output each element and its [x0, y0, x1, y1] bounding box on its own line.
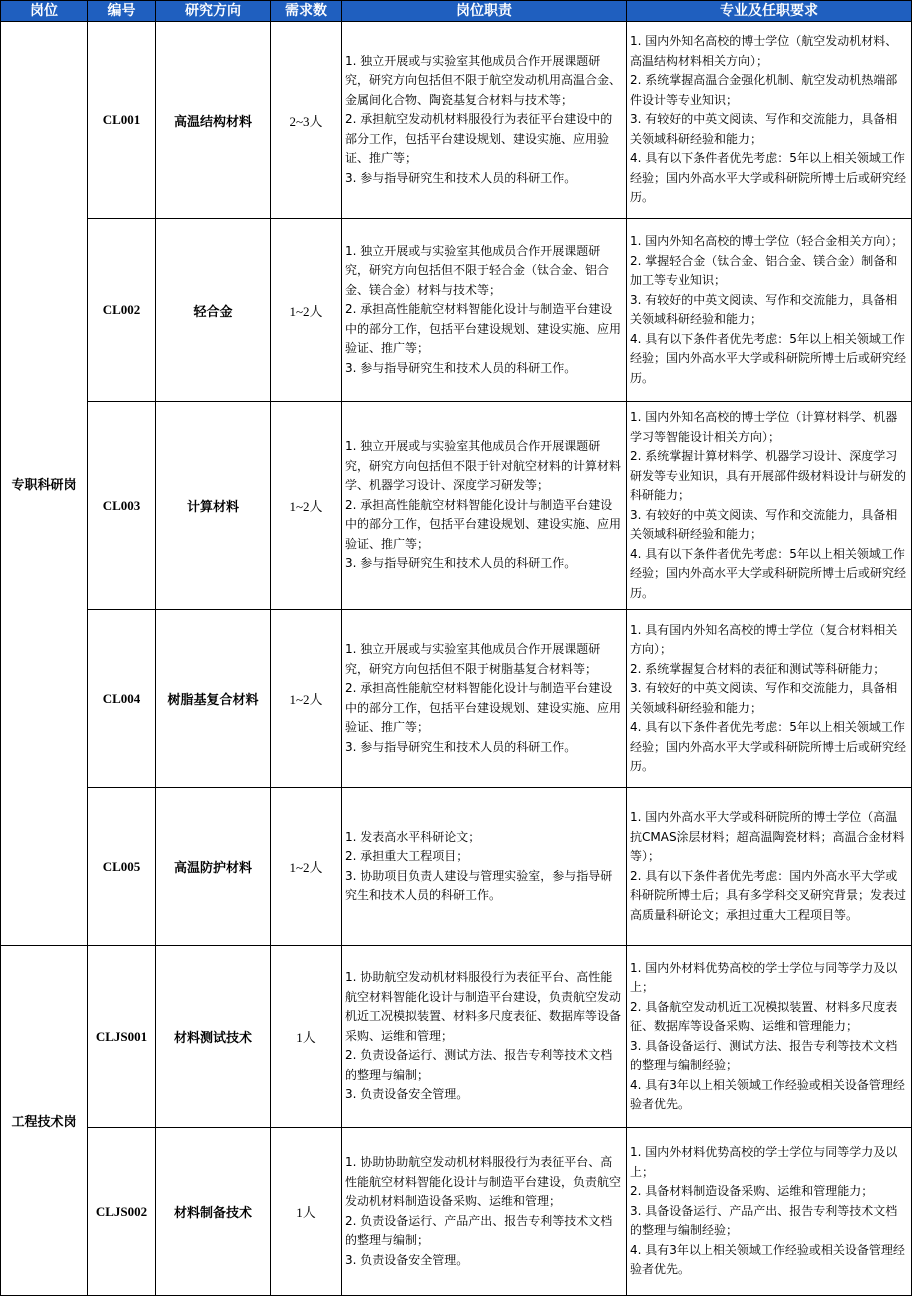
table-row — [1, 610, 912, 788]
duty-line: 2. 负责设备运行、产品产出、报告专利等技术文档的整理与编制； — [345, 1213, 613, 1247]
duty-line: 3. 参与指导研究生和技术人员的科研工作。 — [345, 739, 577, 754]
requirement-line: 3. 具备设备运行、测试方法、报告专利等技术文档的整理与编制经验； — [630, 1038, 898, 1072]
duty-line: 2. 承担航空发动机材料服役行为表征平台建设中的部分工作，包括平台建设规划、建设实施、应用验证、推广等； — [345, 112, 613, 166]
duty-line: 1. 独立开展或与实验室其他成员合作开展课题研究，研究方向包括但不限于轻合金（钛合金、铝合金、镁合金）材料与技术等； — [345, 243, 610, 297]
row-count: 1~2人 — [271, 402, 342, 610]
row-count: 1人 — [271, 946, 342, 1128]
row-requirements — [627, 219, 912, 402]
row-direction: 高温防护材料 — [156, 788, 271, 946]
row-code: CLJS002 — [88, 1128, 156, 1296]
requirement-line: 3. 有较好的中英文阅读、写作和交流能力，具备相关领域科研经验和能力； — [630, 112, 898, 146]
requirement-line: 1. 国内外知名高校的博士学位（计算材料学、机器学习等智能设计相关方向）； — [630, 410, 898, 444]
row-count: 1~2人 — [271, 788, 342, 946]
row-duties — [342, 1128, 627, 1296]
requirement-line: 2. 具备材料制造设备采购、运维和管理能力； — [630, 1184, 874, 1199]
requirement-line: 3. 有较好的中英文阅读、写作和交流能力，具备相关领域科研经验和能力； — [630, 681, 898, 715]
requirement-line: 2. 具有以下条件者优先考虑：国内外高水平大学或科研院所博士后；具有多学科交叉研究背景；发表过高质量科研论文；承担过重大工程项目等。 — [630, 868, 907, 922]
requirement-line: 3. 有较好的中英文阅读、写作和交流能力，具备相关领域科研经验和能力； — [630, 507, 898, 541]
requirement-line: 1. 国内外材料优势高校的学士学位与同等学力及以上； — [630, 1145, 898, 1179]
duty-line: 3. 负责设备安全管理。 — [345, 1252, 469, 1267]
duty-line: 1. 协助协助航空发动机材料服役行为表征平台、高性能航空材料智能化设计与制造平台建设，负责航空发动机材料制造设备采购、运维和管理； — [345, 1155, 622, 1208]
requirement-line: 1. 国内外材料优势高校的学士学位与同等学力及以上； — [630, 960, 898, 994]
table-row — [1, 1128, 912, 1296]
duty-line: 3. 参与指导研究生和技术人员的科研工作。 — [345, 556, 577, 571]
position-group-engineering: 工程技术岗 — [1, 946, 88, 1296]
requirement-line: 4. 具有3年以上相关领域工作经验或相关设备管理经验者优先。 — [630, 1242, 905, 1277]
requirement-line: 4. 具有以下条件者优先考虑：5年以上相关领域工作经验；国内外高水平大学或科研院所博士后或研究经历。 — [630, 720, 907, 773]
duty-line: 1. 发表高水平科研论文； — [345, 829, 481, 844]
row-direction: 高温结构材料 — [156, 22, 271, 219]
requirement-line: 4. 具有3年以上相关领域工作经验或相关设备管理经验者优先。 — [630, 1077, 905, 1111]
row-requirements — [627, 610, 912, 788]
row-code: CLJS001 — [88, 946, 156, 1128]
requirement-line: 4. 具有以下条件者优先考虑：5年以上相关领域工作经验；国内外高水平大学或科研院所博士后或研究经历。 — [630, 331, 907, 385]
duty-line: 3. 参与指导研究生和技术人员的科研工作。 — [345, 170, 577, 185]
row-direction: 轻合金 — [156, 219, 271, 402]
requirement-line: 4. 具有以下条件者优先考虑：5年以上相关领域工作经验；国内外高水平大学或科研院所博士后或研究经历。 — [630, 151, 907, 205]
row-count: 1~2人 — [271, 610, 342, 788]
row-direction: 材料制备技术 — [156, 1128, 271, 1296]
row-count: 1人 — [271, 1128, 342, 1296]
requirement-line: 2. 系统掌握复合材料的表征和测试等科研能力； — [630, 661, 886, 676]
row-requirements — [627, 22, 912, 219]
table-row — [1, 402, 912, 610]
duty-line: 2. 承担重大工程项目； — [345, 849, 469, 863]
table-row — [1, 22, 912, 219]
row-duties — [342, 22, 627, 219]
row-code: CL002 — [88, 219, 156, 402]
header-row — [1, 1, 912, 22]
requirement-line: 1. 国内外知名高校的博士学位（轻合金相关方向）； — [630, 234, 904, 248]
duty-line: 3. 协助项目负责人建设与管理实验室，参与指导研究生和技术人员的科研工作。 — [345, 868, 613, 902]
row-code: CL004 — [88, 610, 156, 788]
position-group-research: 专职科研岗 — [1, 22, 88, 946]
header-code: 编号 — [88, 1, 156, 22]
duty-line: 3. 参与指导研究生和技术人员的科研工作。 — [345, 360, 577, 375]
header-requirements: 专业及任职要求 — [627, 1, 912, 22]
duty-line: 3. 负责设备安全管理。 — [345, 1087, 469, 1102]
row-count: 2~3人 — [271, 22, 342, 219]
requirement-line: 2. 掌握轻合金（钛合金、铝合金、镁合金）制备和加工等专业知识； — [630, 253, 898, 287]
duty-line: 1. 独立开展或与实验室其他成员合作开展课题研究，研究方向包括但不限于树脂基复合材料等； — [345, 642, 601, 676]
header-position: 岗位 — [1, 1, 88, 22]
duty-line: 2. 承担高性能航空材料智能化设计与制造平台建设中的部分工作，包括平台建设规划、建设实施、应用验证、推广等； — [345, 302, 622, 356]
row-direction: 材料测试技术 — [156, 946, 271, 1128]
row-code: CL003 — [88, 402, 156, 610]
requirement-line: 3. 具备设备运行、产品产出、报告专利等技术文档的整理与编制经验； — [630, 1203, 898, 1238]
row-code: CL001 — [88, 22, 156, 219]
row-duties — [342, 402, 627, 610]
requirement-line: 3. 有较好的中英文阅读、写作和交流能力，具备相关领域科研经验和能力； — [630, 292, 898, 326]
requirement-line: 4. 具有以下条件者优先考虑：5年以上相关领域工作经验；国内外高水平大学或科研院所博士后或研究经历。 — [630, 546, 907, 600]
row-requirements — [627, 402, 912, 610]
duty-line: 1. 协助航空发动机材料服役行为表征平台、高性能航空材料智能化设计与制造平台建设，负责航空发动机近工况模拟装置、材料多尺度表征、数据库等设备采购、运维和管理； — [345, 970, 622, 1043]
row-duties — [342, 610, 627, 788]
requirement-line: 2. 系统掌握计算材料学、机器学习设计、深度学习研发等专业知识，具有开展部件级材料设计与研发的科研能力； — [630, 449, 907, 502]
duty-line: 2. 承担高性能航空材料智能化设计与制造平台建设中的部分工作，包括平台建设规划、建设实施、应用验证、推广等； — [345, 497, 622, 551]
table-row — [1, 946, 912, 1128]
row-direction: 树脂基复合材料 — [156, 610, 271, 788]
row-requirements — [627, 946, 912, 1128]
duty-line: 2. 负责设备运行、测试方法、报告专利等技术文档的整理与编制； — [345, 1048, 613, 1082]
row-direction: 计算材料 — [156, 402, 271, 610]
row-count: 1~2人 — [271, 219, 342, 402]
header-duties: 岗位职责 — [342, 1, 627, 22]
row-duties — [342, 219, 627, 402]
row-requirements — [627, 1128, 912, 1296]
duty-line: 2. 承担高性能航空材料智能化设计与制造平台建设中的部分工作，包括平台建设规划、建设实施、应用验证、推广等； — [345, 681, 622, 734]
table-row — [1, 219, 912, 402]
requirement-line: 1. 具有国内外知名高校的博士学位（复合材料相关方向）； — [630, 622, 898, 656]
header-count: 需求数 — [271, 1, 342, 22]
table-row — [1, 788, 912, 946]
requirement-line: 2. 具备航空发动机近工况模拟装置、材料多尺度表征、数据库等设备采购、运维和管理能力； — [630, 999, 898, 1033]
duty-line: 1. 独立开展或与实验室其他成员合作开展课题研究，研究方向包括但不限于航空发动机用高温合金、金属间化合物、陶瓷基复合材料与技术等； — [345, 53, 622, 107]
requirement-line: 1. 国内外知名高校的博士学位（航空发动机材料、高温结构材料相关方向）； — [630, 34, 898, 68]
requirement-line: 2. 系统掌握高温合金强化机制、航空发动机热端部件设计等专业知识； — [630, 73, 898, 107]
row-code: CL005 — [88, 788, 156, 946]
row-requirements — [627, 788, 912, 946]
row-duties — [342, 788, 627, 946]
header-direction: 研究方向 — [156, 1, 271, 22]
requirement-line: 1. 国内外高水平大学或科研院所的博士学位（高温抗CMAS涂层材料；超高温陶瓷材料；高温合金材料等）； — [630, 810, 905, 863]
row-duties — [342, 946, 627, 1128]
duty-line: 1. 独立开展或与实验室其他成员合作开展课题研究，研究方向包括但不限于针对航空材料的计算材料学、机器学习设计、深度学习研发等； — [345, 439, 622, 493]
